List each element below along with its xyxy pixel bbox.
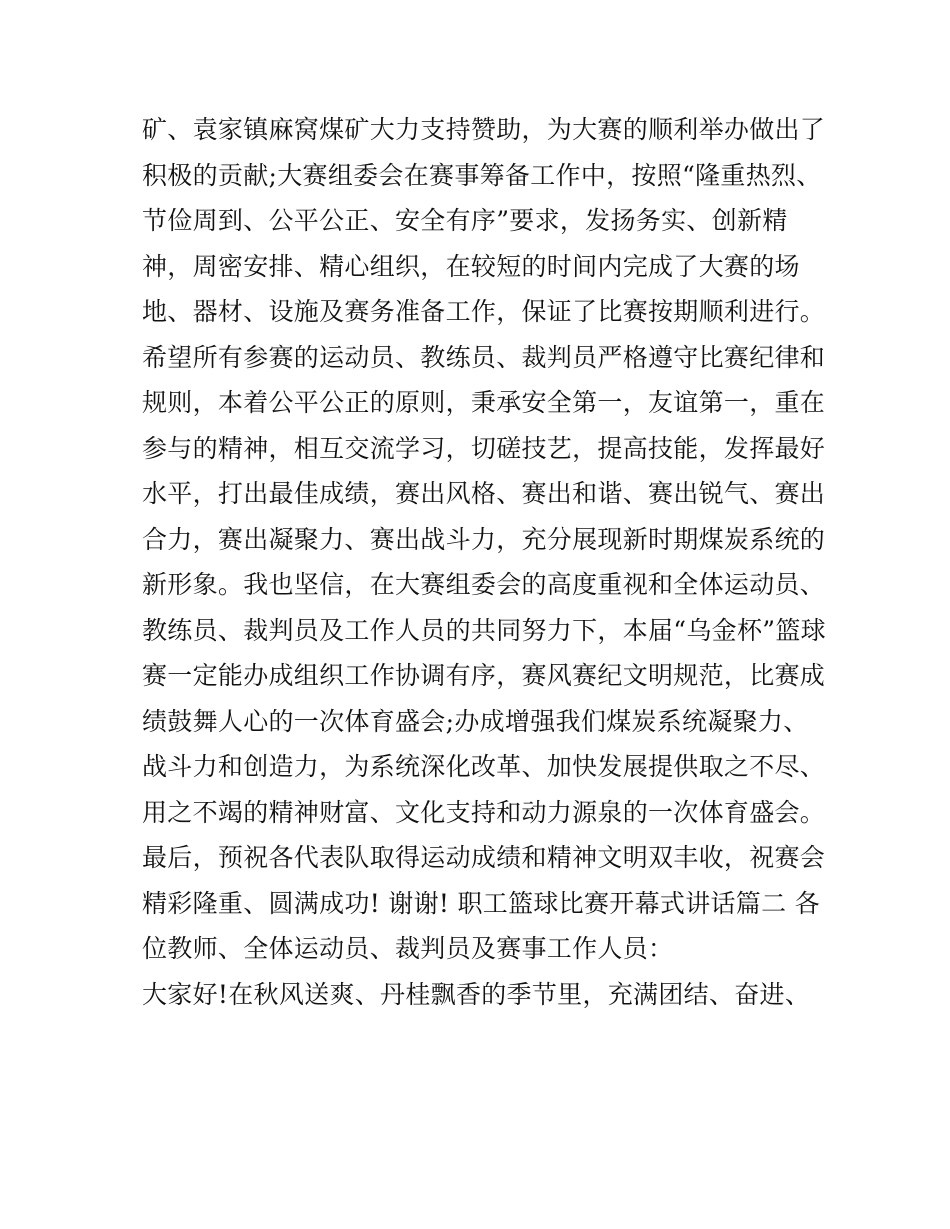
text-line: 最后，预祝各代表队取得运动成绩和精神文明双丰收，祝赛会 xyxy=(142,843,826,872)
text-line: 大家好!在秋风送爽、丹桂飘香的季节里，充满团结、奋进、 xyxy=(142,979,811,1009)
text-line: 节俭周到、公平公正、安全有序”要求，发扬务实、创新精 xyxy=(142,206,788,235)
text-line: 绩鼓舞人心的一次体育盛会;办成增强我们煤炭系统凝聚力、 xyxy=(142,706,809,736)
body-text xyxy=(142,107,832,1017)
text-line: 规则，本着公平公正的原则，秉承安全第一，友谊第一，重在 xyxy=(142,388,826,417)
text-line: 赛一定能办成组织工作协调有序，赛风赛纪文明规范，比赛成 xyxy=(142,661,826,690)
text-line: 用之不竭的精神财富、文化支持和动力源泉的一次体育盛会。 xyxy=(142,797,826,827)
text-line: 希望所有参赛的运动员、教练员、裁判员严格遵守比赛纪律和 xyxy=(142,342,826,372)
text-line: 教练员、裁判员及工作人员的共同努力下，本届“乌金杯”篮球 xyxy=(142,615,826,645)
text-line: 地、器材、设施及赛务准备工作，保证了比赛按期顺利进行。 xyxy=(142,297,826,326)
text-line: 合力，赛出凝聚力、赛出战斗力，充分展现新时期煤炭系统的 xyxy=(142,524,826,554)
text-line: 精彩隆重、圆满成功! 谢谢! 职工篮球比赛开幕式讲话篇二 各 xyxy=(142,888,820,918)
text-line: 新形象。我也坚信，在大赛组委会的高度重视和全体运动员、 xyxy=(142,570,826,599)
text-line: 位教师、全体运动员、裁判员及赛事工作人员： xyxy=(142,934,674,963)
text-line: 水平，打出最佳成绩，赛出风格、赛出和谐、赛出锐气、赛出 xyxy=(142,479,826,508)
text-line: 参与的精神，相互交流学习，切磋技艺，提高技能，发挥最好 xyxy=(142,433,826,463)
text-line: 积极的贡献;大赛组委会在赛事筹备工作中，按照“隆重热烈、 xyxy=(142,160,822,190)
text-line: 矿、袁家镇麻窝煤矿大力支持赞助，为大赛的顺利举办做出了 xyxy=(142,115,826,144)
text-line: 神，周密安排、精心组织，在较短的时间内完成了大赛的场 xyxy=(142,251,800,281)
text-line: 战斗力和创造力，为系统深化改革、加快发展提供取之不尽、 xyxy=(142,752,826,781)
